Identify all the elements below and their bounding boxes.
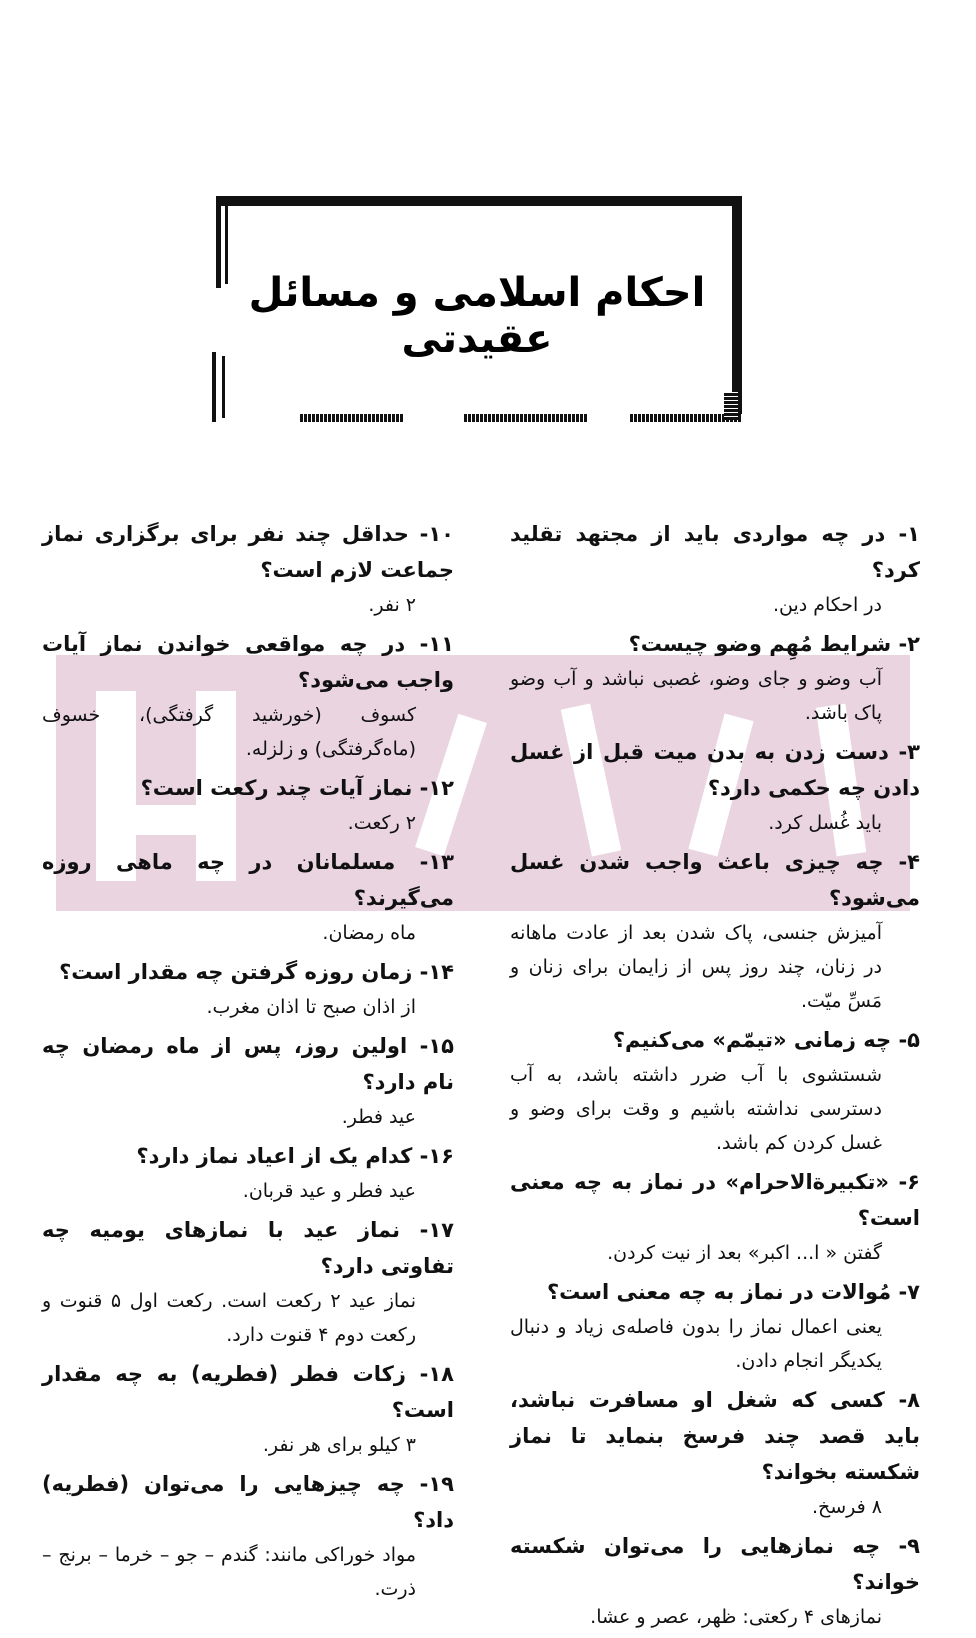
title-frame bbox=[212, 196, 742, 424]
question: ۱۷- نماز عید با نمازهای یومیه چه تفاوتی دارد؟ bbox=[42, 1218, 454, 1278]
qa-item bbox=[510, 626, 920, 730]
frame-border bbox=[300, 414, 404, 422]
answer: ۸ فرسخ. bbox=[811, 1496, 882, 1518]
answer: آب وضو و جای وضو، غصبی نباشد و آب وضو پاک باشد. bbox=[510, 668, 882, 724]
left-column bbox=[42, 516, 454, 1610]
question: ۴- چه چیزی باعث واجب شدن غسل می‌شود؟ bbox=[510, 850, 920, 910]
frame-border bbox=[225, 200, 228, 284]
qa-item bbox=[42, 844, 454, 950]
answer: کسوف (خورشید گرفتگی)، خسوف (ماه‌گرفتگی) و زلزله. bbox=[42, 704, 416, 760]
qa-item bbox=[510, 734, 920, 840]
qa-item bbox=[42, 1138, 454, 1208]
answer: ۲ نفر. bbox=[368, 594, 416, 616]
question: ۱۴- زمان روزه گرفتن چه مقدار است؟ bbox=[59, 960, 454, 984]
frame-border bbox=[724, 392, 738, 420]
page-title: احکام اسلامی و مسائل عقیدتی bbox=[248, 270, 706, 362]
question: ۲- شرایط مُهِم وضو چیست؟ bbox=[628, 632, 920, 656]
answer: یعنی اعمال نماز را بدون فاصله‌ی زیاد و دنبال یکدیگر انجام دادن. bbox=[510, 1316, 882, 1372]
qa-item bbox=[42, 1466, 454, 1606]
right-column bbox=[510, 516, 920, 1638]
frame-border bbox=[464, 414, 588, 422]
qa-item bbox=[42, 1356, 454, 1462]
qa-item bbox=[42, 770, 454, 840]
answer: از اذان صبح تا اذان مغرب. bbox=[206, 996, 416, 1018]
question: ۳- دست زدن به بدن میت قبل از غسل دادن چه حکمی دارد؟ bbox=[510, 740, 920, 800]
qa-item bbox=[42, 516, 454, 622]
answer: عید فطر. bbox=[341, 1106, 416, 1128]
answer: آمیزش جنسی، پاک شدن بعد از عادت ماهانه در زنان، چند روز پس از زایمان برای زنان و مَسِّ میّت. bbox=[510, 922, 882, 1012]
frame-border bbox=[220, 196, 742, 206]
qa-item bbox=[510, 1164, 920, 1270]
question: ۱۱- در چه مواقعی خواندن نماز آیات واجب می‌شود؟ bbox=[42, 632, 454, 692]
answer: شستشوی با آب ضرر داشته باشد، به آب دسترسی نداشته باشیم و وقت برای وضو و غسل کردن کم باشد. bbox=[510, 1064, 882, 1154]
question: ۹- چه نمازهایی را می‌توان شکسته خواند؟ bbox=[510, 1534, 920, 1594]
question: ۱۳- مسلمانان در چه ماهی روزه می‌گیرند؟ bbox=[42, 850, 454, 910]
answer: نمازهای ۴ رکعتی: ظهر، عصر و عشا. bbox=[590, 1606, 882, 1628]
qa-item bbox=[510, 1022, 920, 1160]
qa-item bbox=[42, 1212, 454, 1352]
question: ۱- در چه مواردی باید از مجتهد تقلید کرد؟ bbox=[510, 522, 920, 582]
question: ۵- چه زمانی «تیمّم» می‌کنیم؟ bbox=[612, 1028, 920, 1052]
question: ۱۹- چه چیزهایی را می‌توان (فطریه) داد؟ bbox=[42, 1472, 454, 1532]
question: ۸- کسی که شغل او مسافرت نباشد، باید قصد چند فرسخ بنماید تا نماز شکسته بخواند؟ bbox=[510, 1388, 920, 1484]
answer: باید غُسل کرد. bbox=[768, 812, 882, 834]
answer: ۲ رکعت. bbox=[347, 812, 416, 834]
question: ۱۲- نماز آیات چند رکعت است؟ bbox=[140, 776, 454, 800]
question: ۱۰- حداقل چند نفر برای برگزاری نماز جماعت لازم است؟ bbox=[42, 522, 454, 582]
qa-item bbox=[42, 626, 454, 766]
answer: ماه رمضان. bbox=[322, 922, 416, 944]
question: ۱۵- اولین روز، پس از ماه رمضان چه نام دارد؟ bbox=[42, 1034, 454, 1094]
frame-border bbox=[222, 356, 225, 418]
question: ۱۶- کدام یک از اعیاد نماز دارد؟ bbox=[136, 1144, 454, 1168]
answer: مواد خوراکی مانند: گندم – جو – خرما – برنج – ذرت. bbox=[42, 1544, 416, 1600]
question: ۶- «تکبیرةالاحرام» در نماز به چه معنی است؟ bbox=[510, 1170, 920, 1230]
answer: عید فطر و عید قربان. bbox=[242, 1180, 416, 1202]
frame-border bbox=[212, 352, 216, 422]
qa-item bbox=[510, 516, 920, 622]
answer: در احکام دین. bbox=[772, 594, 882, 616]
qa-item bbox=[42, 1028, 454, 1134]
answer: نماز عید ۲ رکعت است. رکعت اول ۵ قنوت و رکعت دوم ۴ قنوت دارد. bbox=[42, 1290, 416, 1346]
qa-item bbox=[42, 954, 454, 1024]
qa-item bbox=[510, 1528, 920, 1634]
question: ۱۸- زکات فطر (فطریه) به چه مقدار است؟ bbox=[42, 1362, 454, 1422]
qa-item bbox=[510, 1274, 920, 1378]
qa-item bbox=[510, 1382, 920, 1524]
frame-border bbox=[216, 196, 221, 288]
answer: گفتن « ا... اکبر» بعد از نیت کردن. bbox=[607, 1242, 882, 1264]
answer: ۳ کیلو برای هر نفر. bbox=[262, 1434, 416, 1456]
qa-item bbox=[510, 844, 920, 1018]
question: ۷- مُوالات در نماز به چه معنی است؟ bbox=[546, 1280, 920, 1304]
frame-border bbox=[732, 196, 742, 414]
